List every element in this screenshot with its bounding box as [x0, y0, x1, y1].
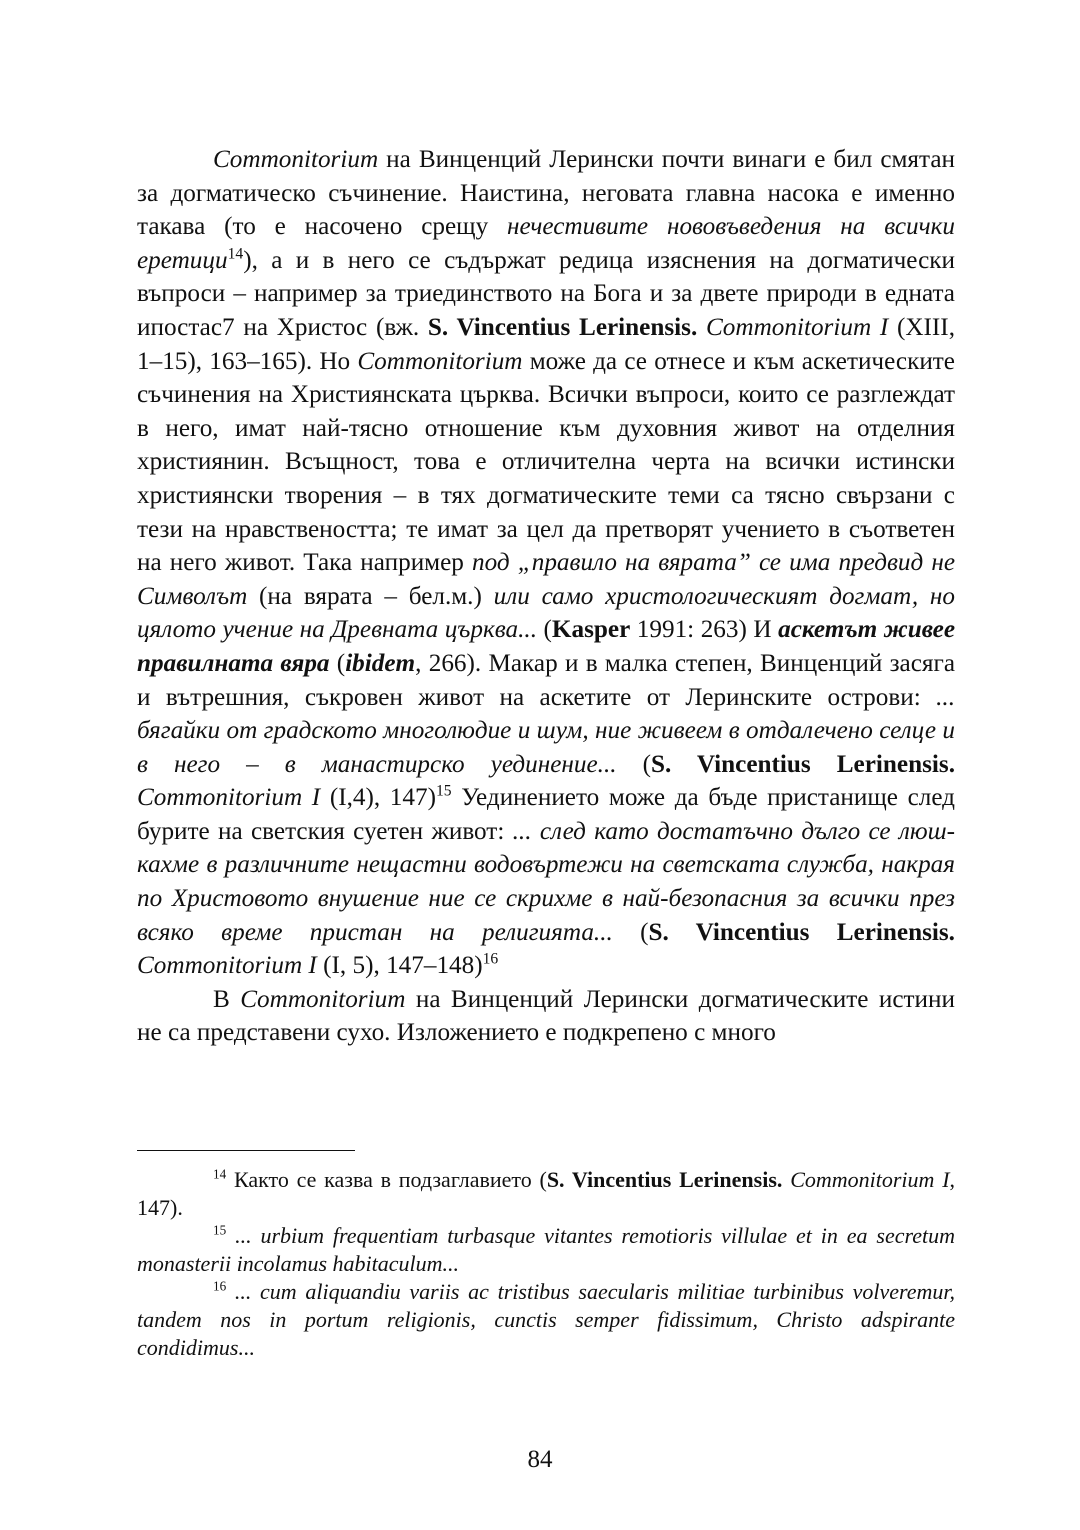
- author-citation: S. Vincentius Lerinensis.: [648, 918, 955, 946]
- text-run: , 147).: [137, 1167, 956, 1220]
- text-run: (I,4), 147): [320, 784, 436, 812]
- text-run: , 266). Макар и в малка степен, Винценций засяга и вътрешния, съкровен живот на аскетите от Леринските острови:: [137, 649, 956, 711]
- work-title: Commonitorium: [357, 347, 523, 375]
- footnote-16: [137, 1278, 955, 1362]
- text-run: Както се казва в подзаглавието (: [226, 1167, 547, 1192]
- text-run: (: [612, 918, 649, 946]
- paragraph-1: [137, 143, 955, 983]
- quotation: ... бягайки от градското многолюдие и шум, ние живеем в отдалечено селце и в него – в манастирско уединение...: [137, 683, 955, 778]
- footnote-number: 16: [213, 1278, 227, 1294]
- text-run: (XIII, 1–15), 163–165). Но: [137, 313, 955, 375]
- footnote-ref-14[interactable]: 14: [227, 245, 244, 263]
- work-title: Commonitorium I: [790, 1167, 950, 1192]
- quotation: ... след като достатъчно дълго се люшкахме в различните нещастни водовъртежи на светската служба, накрая по Христовото внушение ние се скрихме в най-безопасния за всички през всяко време пристан на религията...: [137, 817, 955, 946]
- text-run: В: [213, 985, 241, 1013]
- work-title: Commonitorium I: [137, 952, 317, 980]
- page-number: 84: [527, 1446, 553, 1473]
- ibidem-citation: ibidem: [345, 649, 416, 677]
- footnote-15: [137, 1222, 955, 1278]
- author-citation: S. Vincentius Lerinensis.: [651, 750, 955, 778]
- text-run: на Винценций Лерински почти винаги е бил смятан за догматическо съчинение. Наистина, неговата главна насока е именно такава (то е насочено срещу: [137, 146, 955, 241]
- footnote-number: 15: [213, 1222, 227, 1238]
- quotation: или само христологическият догмат, но цялото учение на Древната църква...: [137, 582, 955, 644]
- page-content: [137, 143, 955, 1050]
- footnotes: [137, 1166, 955, 1362]
- text-run: (: [537, 616, 552, 644]
- emphasized-quotation: аскетът живее правилната вяра: [137, 616, 956, 677]
- author-citation: S. Vincentius Lerinensis.: [546, 1167, 783, 1192]
- author-citation: S. Vincentius Lerinensis.: [427, 313, 698, 341]
- quotation: нечестивите нововъведения на всички еретици: [137, 213, 956, 274]
- work-title: Commonitorium: [213, 146, 379, 173]
- text-run: (: [329, 649, 346, 677]
- footnote-14: [137, 1166, 955, 1222]
- author-citation: Kasper: [551, 616, 631, 644]
- text-run: [697, 314, 706, 341]
- footnote-divider: [137, 1150, 355, 1151]
- main-text: [137, 143, 955, 1050]
- text-run: (I, 5), 147–148): [316, 952, 483, 980]
- text-run: ), а и в него се съдържат редица изяснения на догматически въпроси – например за триединството на Бога и за двете природи в едната ипостас7 на Христос (вж.: [137, 246, 955, 341]
- latin-quotation: ... cum aliquandiu variis ac tristibus saecularis militiae turbinibus volveremur, tandem nos in portum religionis, cunctis semper fidissimum, Christo adspirante condidimus...: [137, 1279, 955, 1360]
- paragraph-2: [137, 983, 955, 1050]
- text-run: 1991: 263) И: [630, 616, 779, 644]
- text-run: може да се отнесе и към аскетическите съчинения на Християнската църква. Всички въпроси, които се разглеждат в него, имат най-тясно отношение към духовния живот на отделния християнин. Всъщност, това е отличителна черта на всички истински християнски творения – в тях догматическите теми са тясно свързани с тези на нравствеността; те имат за цел да претворят учението в съответен на него живот. Така например: [137, 347, 955, 577]
- footnote-ref-16[interactable]: 16: [482, 950, 499, 968]
- quotation: под „правило на вярата” се има предвид не Символът: [137, 549, 955, 610]
- text-run: Уединението може да бъде пристанище след бурите на светския суетен живот:: [137, 784, 955, 845]
- latin-quotation: ... urbium frequentiam turbasque vitantes remotioris villulae et in ea secretum monasterii incolamus habitaculum...: [137, 1223, 955, 1276]
- footnote-ref-15[interactable]: 15: [435, 782, 452, 800]
- text-run: (на вярата – бел.м.): [247, 582, 494, 610]
- work-title: Commonitorium I: [706, 313, 889, 341]
- work-title: Commonitorium: [240, 985, 406, 1013]
- text-run: на Винценций Лерински догматическите истини не са представени сухо. Изложението е подкрепено с много: [137, 985, 955, 1047]
- footnote-number: 14: [213, 1166, 227, 1182]
- work-title: Commonitorium I: [137, 784, 321, 812]
- text-run: (: [616, 750, 651, 778]
